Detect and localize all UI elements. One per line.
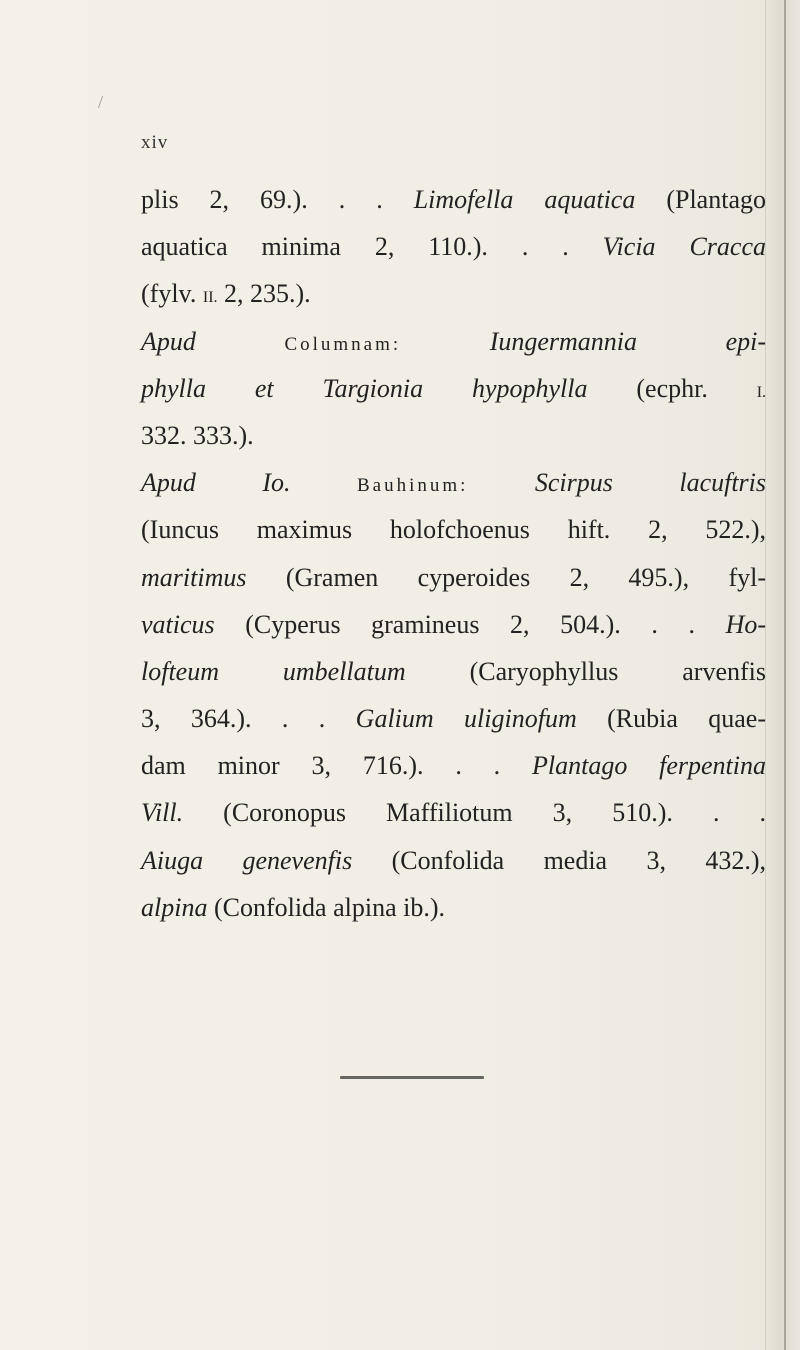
text-segment xyxy=(291,468,357,497)
small-caps-text: Bauhinum: xyxy=(356,475,469,497)
text-segment: 3, 364.). . . xyxy=(141,704,356,734)
stray-mark: / xyxy=(98,92,104,112)
text-line xyxy=(141,365,766,412)
text-line xyxy=(141,601,766,648)
italic-text: phylla et Targionia hypophylla xyxy=(141,373,588,403)
italic-text: maritimus xyxy=(141,562,247,592)
text-line xyxy=(141,695,766,742)
text-line xyxy=(141,459,766,506)
text-line xyxy=(141,270,766,317)
text-segment: (Coronopus Maffiliotum 3, 510.). . . xyxy=(183,798,766,828)
text-line xyxy=(141,412,766,459)
text-segment: (Iuncus maximus holofchoenus hift. 2, 522.), xyxy=(141,515,766,545)
italic-text: alpina xyxy=(141,892,208,922)
italic-text: Aiuga genevenfis xyxy=(141,845,353,875)
text-segment: (Confolida alpina ib.). xyxy=(207,892,446,922)
text-segment: (ecphr. xyxy=(587,373,757,403)
text-segment: (Caryophyllus arvenfis xyxy=(405,656,766,686)
text-segment xyxy=(468,468,534,497)
italic-text: lofteum umbellatum xyxy=(141,656,406,686)
text-segment: dam minor 3, 716.). . . xyxy=(141,751,532,781)
text-segment: I. xyxy=(756,383,767,401)
page-number: xiv xyxy=(141,132,169,153)
text-segment: 2, 235.). xyxy=(217,279,311,309)
page-gutter xyxy=(765,0,800,1350)
text-segment: 332. 333.). xyxy=(141,420,254,450)
text-segment: aquatica minima 2, 110.). . . xyxy=(141,232,603,262)
text-line xyxy=(141,884,766,931)
italic-text: Ho- xyxy=(725,609,766,639)
text-line xyxy=(141,176,766,223)
text-segment: II. xyxy=(202,289,218,307)
italic-text: Vill. xyxy=(141,798,184,828)
text-line xyxy=(141,554,766,601)
text-segment xyxy=(401,327,490,356)
text-segment: (Gramen cyperoides 2, 495.), fyl- xyxy=(246,562,766,592)
italic-text: Apud Io. xyxy=(141,468,291,498)
text-segment: (Rubia quae- xyxy=(576,704,766,734)
text-line xyxy=(141,318,766,365)
binding-edge-line xyxy=(784,0,786,1350)
text-line xyxy=(141,742,766,789)
text-line xyxy=(141,506,766,553)
small-caps-text: Columnam: xyxy=(284,333,402,355)
text-segment: plis 2, 69.). . . xyxy=(141,185,414,214)
italic-text: vaticus xyxy=(141,609,215,639)
text-segment: (Cyperus gramineus 2, 504.). . . xyxy=(214,609,726,639)
italic-text: Plantago ferpentina xyxy=(531,751,767,781)
text-line xyxy=(141,789,766,836)
text-segment: (Plantago xyxy=(635,185,766,214)
text-segment xyxy=(196,327,285,356)
italic-text: Limofella aquatica xyxy=(413,185,636,214)
section-rule xyxy=(340,1076,484,1079)
italic-text: Scirpus lacuftris xyxy=(534,468,767,498)
text-segment: (fylv. xyxy=(141,279,203,309)
italic-text: Galium uliginofum xyxy=(355,704,577,734)
text-line xyxy=(141,648,766,695)
body-text xyxy=(141,176,766,931)
text-segment: (Confolida media 3, 432.), xyxy=(352,845,766,875)
italic-text: Iungermannia epi- xyxy=(489,326,766,356)
text-line xyxy=(141,223,766,270)
text-line xyxy=(141,837,766,884)
italic-text: Vicia Cracca xyxy=(602,232,766,262)
italic-text: Apud xyxy=(141,326,196,356)
